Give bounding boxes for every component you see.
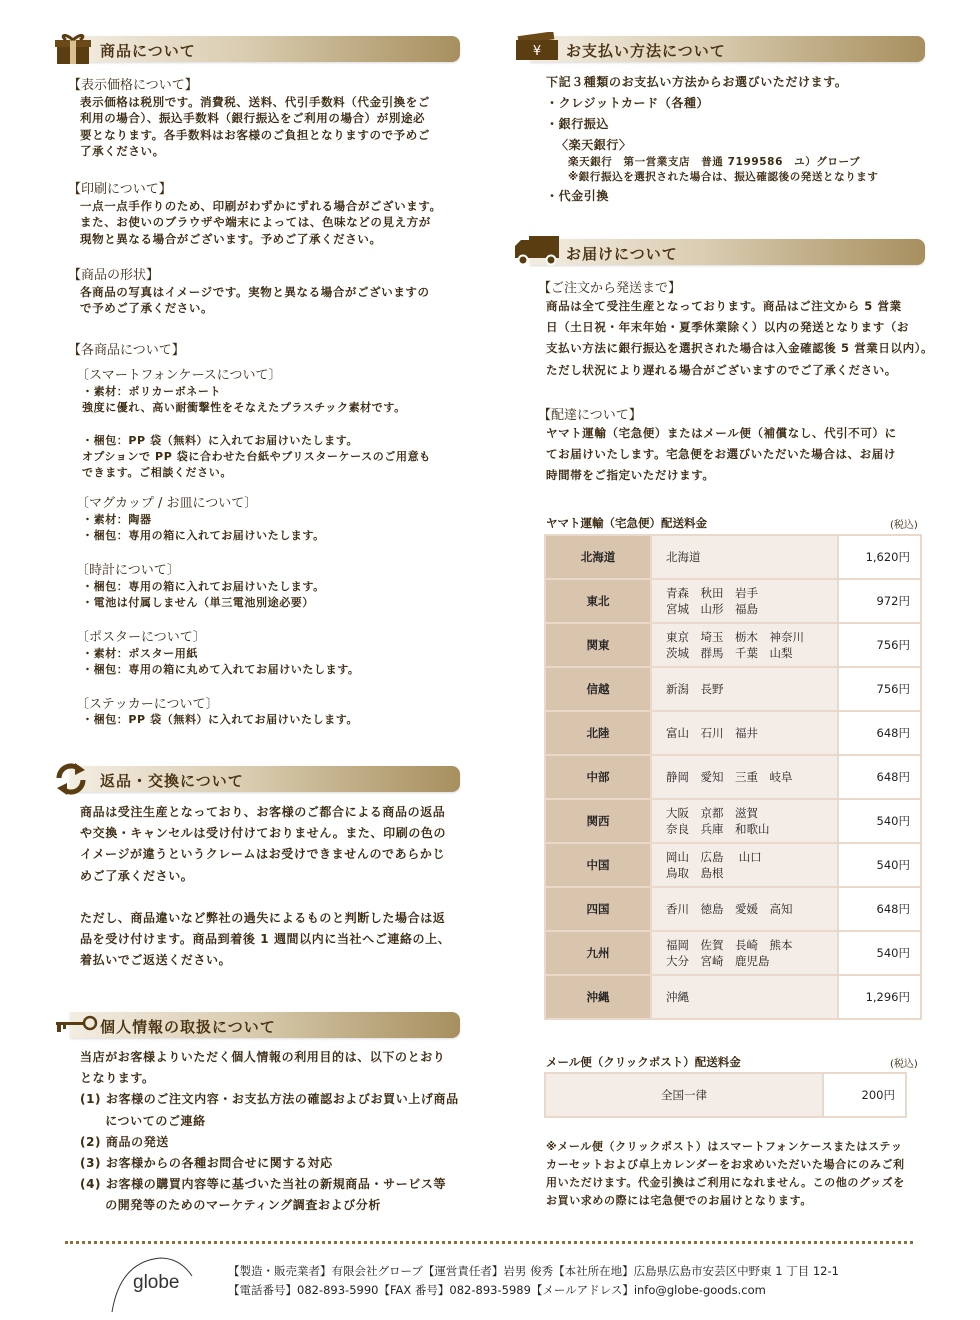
price-cell: 972円 — [838, 579, 921, 623]
text-line: 商品は全て受注生産となっております。商品はご注文から 5 営業 — [546, 299, 902, 313]
text-line: の開発等のためのマーケティング調査および分析 — [80, 1198, 381, 1213]
payment-bank-note — [568, 169, 879, 185]
text-line: 用いただけます。代金引換はご利用になれません。この他のグッズを — [546, 1176, 905, 1189]
text-line: 表示価格は税別です。消費税、送料、代引手数料（代金引換をご — [80, 95, 430, 109]
payment-credit — [546, 95, 709, 111]
payment-intro — [546, 74, 847, 90]
poster-heading: 〔ポスターについて〕 — [76, 630, 206, 645]
region-cell: 信越 — [545, 667, 651, 711]
text-line — [80, 887, 450, 908]
text-line: 強度に優れ、高い耐衝撃性をそなえたプラスチック素材です。 — [82, 401, 406, 415]
text-line: や交換・キャンセルは受け付けておりません。また、印刷の色の — [80, 826, 447, 841]
text-line: 時間帯をご指定いただけます。 — [546, 468, 715, 483]
prefecture-line: 鳥取 島根 — [666, 866, 724, 880]
prefectures-cell — [651, 843, 838, 887]
price-cell: 648円 — [838, 887, 921, 931]
prefectures-cell — [651, 623, 838, 667]
yamato-tax-label: (税込) — [890, 520, 918, 531]
yen-bill-icon — [514, 32, 560, 62]
price-cell: 1,620円 — [838, 535, 921, 579]
region-cell: 九州 — [545, 931, 651, 975]
prefecture-line: 香川 徳島 愛媛 高知 — [666, 902, 793, 916]
returns-title: 返品・交換について — [100, 772, 244, 790]
price-cell: 1,296円 — [838, 975, 921, 1019]
text-line: (4) お客様の購買内容等に基づいた当社の新規商品・サービス等 — [80, 1177, 447, 1192]
text-line: (2) 商品の発送 — [80, 1134, 169, 1149]
text-line: ただし状況により遅れる場合がございますのでご了承ください。 — [546, 362, 897, 377]
text-line: 一点一点手作りのため、印刷がわずかにずれる場合がございます。 — [80, 199, 442, 213]
table-row — [545, 711, 921, 755]
price-cell: 756円 — [838, 623, 921, 667]
sticker-heading: 〔ステッカーについて〕 — [76, 697, 219, 712]
text-line — [82, 417, 431, 433]
shipping-text — [546, 423, 897, 487]
price-heading: 【表示価格について】 — [68, 78, 198, 93]
text-line: ただし、商品違いなど弊社の過失によるものと判断した場合は返 — [80, 910, 446, 925]
phone-case-heading: 〔スマートフォンケースについて〕 — [76, 368, 282, 383]
credit-card-option: ・クレジットカード（各種） — [546, 96, 710, 110]
clock-heading: 〔時計について〕 — [76, 563, 180, 578]
prefecture-line: 茨城 群馬 千葉 山梨 — [666, 646, 793, 660]
table-row — [545, 623, 921, 667]
text-line: 当店がお客様よりいただく個人情報の利用目的は、以下のとおり — [80, 1050, 446, 1064]
prefecture-line: 大阪 京都 滋賀 — [666, 806, 758, 820]
price-cell: 540円 — [838, 843, 921, 887]
prefecture-line: 岡山 広島 山口 — [666, 850, 762, 864]
svg-text:¥: ¥ — [532, 44, 542, 59]
price-cell: 648円 — [838, 711, 921, 755]
region-cell: 中国 — [545, 843, 651, 887]
bank-name: 〈楽天銀行〉 — [556, 138, 632, 152]
prefectures-cell — [651, 887, 838, 931]
order-text — [546, 296, 933, 381]
footer-company-info: 【製造・販売業者】有限会社グローブ【運営責任者】岩男 俊秀【本社所在地】広島県広島市安芸区中野東 1 丁目 12-1 — [228, 1264, 839, 1278]
table-row — [545, 975, 921, 1019]
table-row — [545, 799, 921, 843]
poster-text — [82, 646, 360, 679]
prefectures-cell — [651, 667, 838, 711]
bank-account: 楽天銀行 第一営業支店 普通 7199586 ユ）グローブ — [568, 156, 861, 168]
sticker-text — [82, 712, 358, 728]
cod-option: ・代金引換 — [546, 189, 610, 203]
text-line: 現物と異なる場合がございます。予めご了承ください。 — [80, 231, 382, 246]
print-heading: 【印刷について】 — [68, 182, 172, 197]
region-cell: 関東 — [545, 623, 651, 667]
prefecture-line: 大分 宮崎 鹿児島 — [666, 954, 770, 968]
prefectures-cell — [651, 711, 838, 755]
text-line: ※メール便（クリックポスト）はスマートフォンケースまたはステッ — [546, 1140, 903, 1153]
text-line: ・梱包：PP 袋（無料）に入れてお届けいたします。 — [82, 433, 359, 447]
prefecture-line: 沖縄 — [666, 990, 689, 1004]
prefecture-line: 新潟 長野 — [666, 682, 724, 696]
prefectures-cell — [651, 755, 838, 799]
region-cell: 関西 — [545, 799, 651, 843]
prefectures-cell — [651, 975, 838, 1019]
globe-logo-text: globe — [133, 1272, 180, 1293]
prefecture-line: 富山 石川 福井 — [666, 726, 758, 740]
prefecture-line: 北海道 — [666, 550, 701, 564]
order-heading: 【ご注文から発送まで】 — [538, 281, 682, 296]
payment-title: お支払い方法について — [566, 42, 726, 60]
text-line: 品を受け付けます。商品到着後 1 週間以内に当社へご連絡の上、 — [80, 932, 451, 947]
price-cell: 648円 — [838, 755, 921, 799]
yamato-table-title: ヤマト運輸（宅急便）配送料金 — [546, 516, 707, 530]
mail-shipping-table — [544, 1072, 907, 1118]
shape-text — [80, 284, 430, 317]
text-line: ・梱包：専用の箱に入れてお届けいたします。 — [82, 529, 325, 543]
mail-price-cell: 200円 — [823, 1073, 906, 1117]
shape-heading: 【商品の形状】 — [68, 268, 160, 283]
text-line: めご了承ください。 — [80, 868, 194, 883]
payment-bank — [546, 116, 609, 132]
truck-icon — [513, 234, 561, 266]
delivery-title: お届けについて — [566, 245, 678, 263]
mail-note-text — [546, 1138, 905, 1210]
text-line: (1) お客様のご注文内容・お支払方法の確認およびお買い上げ商品 — [80, 1092, 459, 1107]
yamato-shipping-table — [544, 534, 922, 1020]
text-line: で予めご了承ください。 — [80, 301, 214, 316]
text-line: となります。 — [80, 1071, 155, 1086]
text-line: 各商品の写真はイメージです。実物と異なる場合がございますの — [80, 285, 430, 299]
footer-divider — [65, 1241, 913, 1244]
clock-text — [82, 579, 325, 612]
mail-region-cell: 全国一律 — [545, 1073, 823, 1117]
text-line: ・素材：ポスター用紙 — [82, 647, 198, 660]
text-line: オプションで PP 袋に合わせた台紙やブリスターケースのご用意も — [82, 450, 431, 464]
payment-cod — [546, 188, 609, 204]
text-line: できます。ご相談ください。 — [82, 466, 232, 480]
table-row — [545, 667, 921, 711]
mug-heading: 〔マグカップ / お皿について〕 — [76, 496, 258, 511]
phone-case-text — [82, 384, 431, 482]
text-line: 要となります。各手数料はお客様のご負担となりますので予めご — [80, 127, 430, 142]
text-line: 着払いでご返送ください。 — [80, 953, 232, 968]
prefecture-line: 宮城 山形 福島 — [666, 602, 758, 616]
text-line: 支払い方法に銀行振込を選択された場合は入金確認後 5 営業日以内）。 — [546, 341, 934, 356]
products-title: 商品について — [100, 42, 196, 60]
prefectures-cell — [651, 535, 838, 579]
prefecture-line: 青森 秋田 岩手 — [666, 586, 758, 600]
text-line: お買い求めの際には宅急便でのお届けとなります。 — [546, 1194, 812, 1207]
table-row — [545, 535, 921, 579]
text-line: カーセットおよび卓上カレンダーをお求めいただいた場合にのみご利 — [546, 1158, 905, 1171]
text-line: ・電池は付属しません（単三電池別途必要） — [82, 596, 314, 610]
text-line: ・素材：ポリカーボネート — [82, 385, 222, 398]
price-cell: 756円 — [838, 667, 921, 711]
text-line: また、お使いのブラウザや端末によっては、色味などの見え方が — [80, 215, 431, 230]
text-line: ・素材：陶器 — [82, 513, 152, 526]
prefecture-line: 福岡 佐賀 長崎 熊本 — [666, 938, 793, 952]
region-cell: 東北 — [545, 579, 651, 623]
text-line: ヤマト運輸（宅急便）またはメール便（補償なし、代引不可）に — [546, 426, 897, 440]
table-row — [545, 931, 921, 975]
text-line: ・梱包：専用の箱に入れてお届けいたします。 — [82, 580, 325, 593]
text-line: 商品は受注生産となっており、お客様のご都合による商品の返品 — [80, 805, 446, 819]
returns-text — [80, 802, 450, 972]
prefecture-line: 東京 埼玉 栃木 神奈川 — [666, 630, 804, 644]
payment-bank-account — [568, 154, 860, 170]
shipping-heading: 【配達について】 — [538, 408, 642, 423]
mail-tax-label: (税込) — [890, 1059, 918, 1070]
mail-table-title: メール便（クリックポスト）配送料金 — [546, 1055, 741, 1069]
bank-transfer-option: ・銀行振込 — [546, 117, 610, 131]
text-line: てお届けいたします。宅急便をお選びいただいた場合は、お届け — [546, 447, 896, 462]
prefectures-cell — [651, 931, 838, 975]
region-cell: 沖縄 — [545, 975, 651, 1019]
table-row — [545, 579, 921, 623]
table-row — [545, 843, 921, 887]
privacy-title: 個人情報の取扱について — [100, 1018, 276, 1036]
text-line: 了承ください。 — [80, 143, 165, 158]
each-product-heading: 【各商品について】 — [68, 343, 185, 358]
region-cell: 北陸 — [545, 711, 651, 755]
price-cell: 540円 — [838, 931, 921, 975]
mug-text — [82, 512, 325, 545]
prefectures-cell — [651, 579, 838, 623]
text-line: イメージが違うというクレームはお受けできませんのであらかじ — [80, 847, 446, 862]
text-line: ・梱包：専用の箱に丸めて入れてお届けいたします。 — [82, 663, 360, 677]
prefectures-cell — [651, 799, 838, 843]
text-line: ・梱包：PP 袋（無料）に入れてお届けいたします。 — [82, 713, 359, 726]
payment-intro-text: 下記３種類のお支払い方法からお選びいただけます。 — [546, 75, 848, 89]
prefecture-line: 静岡 愛知 三重 岐阜 — [666, 770, 793, 784]
key-icon — [54, 1014, 98, 1036]
privacy-text — [80, 1047, 459, 1217]
region-cell: 北海道 — [545, 535, 651, 579]
region-cell: 中部 — [545, 755, 651, 799]
exchange-arrows-icon — [55, 762, 87, 796]
text-line: 利用の場合）、振込手数料（銀行振込をご利用の場合）が別途必 — [80, 111, 426, 126]
table-row — [545, 755, 921, 799]
payment-bank-name — [556, 137, 632, 153]
price-text — [80, 94, 430, 159]
text-line: 日（土日祝・年末年始・夏季休業除く）以内の発送となります（お — [546, 320, 909, 335]
text-line: (3) お客様からの各種お問合せに関する対応 — [80, 1155, 333, 1170]
region-cell: 四国 — [545, 887, 651, 931]
price-cell: 540円 — [838, 799, 921, 843]
bank-note: ※銀行振込を選択された場合は、振込確認後の発送となります — [568, 171, 879, 183]
table-row — [545, 1073, 906, 1117]
table-row — [545, 887, 921, 931]
gift-box-icon — [54, 32, 92, 66]
text-line: についてのご連絡 — [80, 1113, 206, 1128]
prefecture-line: 奈良 兵庫 和歌山 — [666, 822, 770, 836]
footer-contact-info: 【電話番号】082-893-5990【FAX 番号】082-893-5989【メールアドレス】info@globe-goods.com — [228, 1283, 766, 1297]
print-text — [80, 198, 442, 247]
